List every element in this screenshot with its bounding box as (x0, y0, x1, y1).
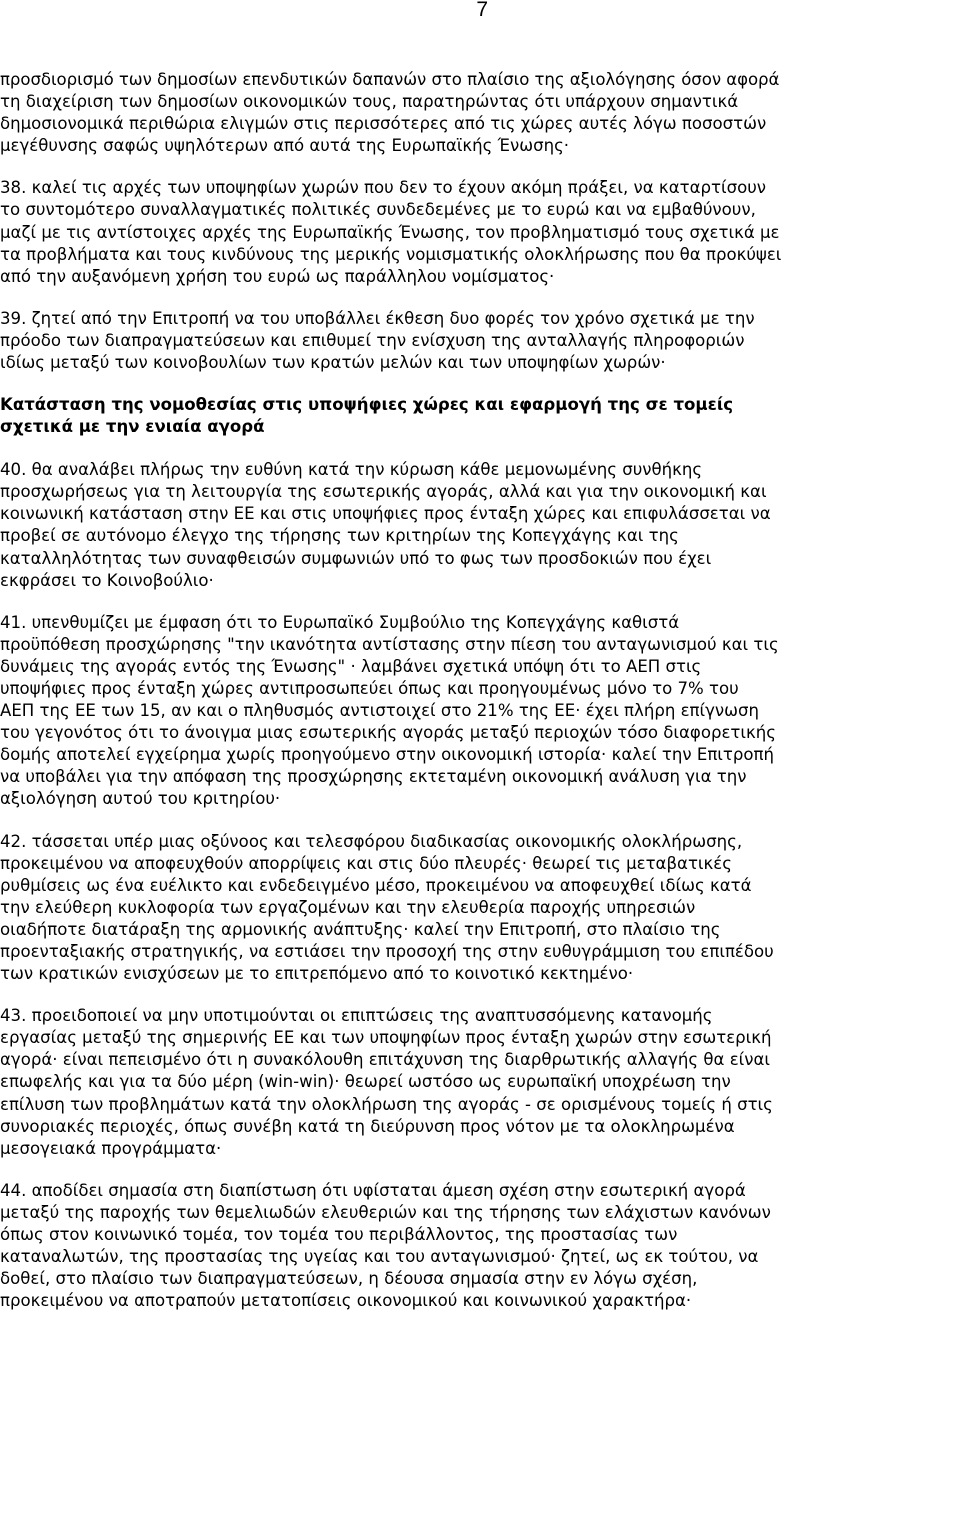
page-number: 7 (476, 0, 488, 21)
text-line: εκφράσει το Κοινοβούλιο· (0, 570, 214, 590)
text-line: δοθεί, στο πλαίσιο των διαπραγματεύσεων, η δέουσα σημασία στην εν λόγω σχέση, (0, 1269, 698, 1289)
text-line: των κρατικών ενισχύσεων με το επιτρεπόμενο από το κοινοτικό κεκτημένο· (0, 964, 634, 984)
text-line: δομής αποτελεί εγχείρημα χωρίς προηγούμενο στην οικονομική ιστορία· καλεί την Επιτροπή (0, 745, 774, 765)
text-line: επωφελής και για τα δύο μέρη (win-win)· θεωρεί ωστόσο ως ευρωπαϊκή υποχρέωση την (0, 1072, 731, 1092)
paragraph-38 (0, 177, 958, 287)
text-line: 43. προειδοποιεί να μην υποτιμούνται οι επιπτώσεις της αναπτυσσόμενης κατανομής (0, 1006, 713, 1026)
text-line: προενταξιακής στρατηγικής, να εστιάσει την προσοχή της στην ευθυγράμμιση του επιπέδου (0, 942, 774, 961)
paragraph-intro (0, 69, 958, 157)
text-line: μεταξύ της παροχής των θεμελιωδών ελευθεριών και της τήρησης των ελάχιστων κανόνων (0, 1202, 771, 1222)
document-body (0, 69, 958, 1312)
text-line: προσχωρήσεως για τη λειτουργία της εσωτερικής αγοράς, αλλά και για την οικονομική και (0, 482, 767, 502)
text-line: καταλληλότητας των συναφθεισών συμφωνιών υπό το φως των προσδοκιών που έχει (0, 548, 712, 568)
text-line: την ελεύθερη κυκλοφορία των εργαζομένων και την ελευθερία παροχής υπηρεσιών (0, 897, 696, 917)
text-line: κοινωνική κατάσταση στην ΕΕ και στις υποψήφιες προς ένταξη χώρες και επιφυλάσσεται να (0, 504, 771, 524)
paragraph-39 (0, 308, 958, 374)
text-line: προσδιορισμό των δημοσίων επενδυτικών δαπανών στο πλαίσιο της αξιολόγησης όσον αφορά (0, 70, 780, 89)
paragraph-42 (0, 831, 958, 986)
text-line: από την αυξανόμενη χρήση του ευρώ ως παράλληλου νομίσματος· (0, 266, 555, 286)
text-line: δυνάμεις της αγοράς εντός της Ένωσης" · λαμβάνει σχετικά υπόψη ότι το ΑΕΠ στις (0, 656, 702, 676)
text-line: 41. υπενθυμίζει με έμφαση ότι το Ευρωπαϊκό Συμβούλιο της Κοπεγχάγης καθιστά (0, 612, 680, 632)
text-line: μεγέθυνσης σαφώς υψηλότερων από αυτά της Ευρωπαϊκής Ένωσης· (0, 136, 570, 156)
text-line: τα προβλήματα και τους κινδύνους της μερικής νομισματικής ολοκλήρωσης που θα προκύψει (0, 244, 782, 264)
text-line: ιδίως μεταξύ των κοινοβουλίων των κρατών μελών και των υποψηφίων χωρών· (0, 353, 666, 373)
text-line: προκειμένου να αποτραπούν μετατοπίσεις οικονομικού και κοινωνικού χαρακτήρα· (0, 1291, 692, 1311)
text-line: ρυθμίσεις ως ένα ευέλικτο και ενδεδειγμένο μέσο, προκειμένου να αποφευχθεί ιδίως κατά (0, 875, 752, 895)
text-line: προϋπόθεση προσχώρησης "την ικανότητα αντίστασης στην πίεση του ανταγωνισμού και τις (0, 634, 779, 654)
text-line: μαζί με τις αντίστοιχες αρχές της Ευρωπαϊκής Ένωσης, τον προβληματισμό τους σχετικά με (0, 222, 780, 242)
text-line: το συντομότερο συναλλαγματικές πολιτικές συνδεδεμένες με το ευρώ και να εμβαθύνουν, (0, 200, 756, 220)
text-line: πρόοδο των διαπραγματεύσεων και επιθυμεί την ενίσχυση της ανταλλαγής πληροφοριών (0, 330, 745, 350)
text-line: 42. τάσσεται υπέρ μιας οξύνοος και τελεσφόρου διαδικασίας οικονομικής ολοκλήρωσης, (0, 831, 743, 851)
text-line: όπως στον κοινωνικό τομέα, τον τομέα του περιβάλλοντος, της προστασίας των (0, 1225, 678, 1245)
text-line: προβεί σε αυτόνομο έλεγχο της τήρησης των κριτηρίων της Κοπεγχάγης και της (0, 526, 679, 546)
text-line: επίλυση των προβλημάτων κατά την ολοκλήρωση της αγοράς - σε ορισμένους τομείς ή στις (0, 1094, 773, 1114)
text-line: αγορά· είναι πεπεισμένο ότι η συνακόλουθη επιτάχυνση της διαρθρωτικής αλλαγής θα είναι (0, 1050, 771, 1070)
text-line: προκειμένου να αποφευχθούν απορρίψεις και στις δύο πλευρές· θεωρεί τις μεταβατικές (0, 853, 732, 873)
text-line: να υποβάλει για την απόφαση της προσχώρησης εκτεταμένη οικονομική ανάλυση για την (0, 767, 747, 787)
section-heading (0, 394, 958, 438)
text-line: 39. ζητεί από την Επιτροπή να του υποβάλλει έκθεση δυο φορές τον χρόνο σχετικά με την (0, 308, 755, 328)
text-line: υποψήφιες προς ένταξη χώρες αντιπροσωπεύει όπως και προηγουμένως μόνο το 7% του (0, 678, 739, 698)
text-line: μεσογειακά προγράμματα· (0, 1138, 222, 1158)
paragraph-40 (0, 459, 958, 592)
text-line: του γεγονότος ότι το άνοιγμα μιας εσωτερικής αγοράς μεταξύ περιοχών τόσο διαφορετικής (0, 723, 776, 743)
text-line: τη διαχείριση των δημοσίων οικονομικών τους, παρατηρώντας ότι υπάρχουν σημαντικά (0, 92, 739, 112)
text-line: συνοριακές περιοχές, όπως συνέβη κατά τη διεύρυνση προς νότον με τα ολοκληρωμένα (0, 1116, 735, 1136)
text-line: αξιολόγηση αυτού του κριτηρίου· (0, 789, 281, 809)
text-line: 38. καλεί τις αρχές των υποψηφίων χωρών που δεν το έχουν ακόμη πράξει, να καταρτίσουν (0, 178, 767, 198)
text-line: δημοσιονομικά περιθώρια ελιγμών στις περισσότερες από τις χώρες αυτές λόγω ποσοστών (0, 114, 767, 134)
heading-line: Κατάσταση της νομοθεσίας στις υποψήφιες χώρες και εφαρμογή της σε τομείς (0, 395, 734, 415)
text-line: ΑΕΠ της ΕΕ των 15, αν και ο πληθυσμός αντιστοιχεί στο 21% της ΕΕ· έχει πλήρη επίγνωση (0, 701, 760, 721)
text-line: εργασίας μεταξύ της σημερινής ΕΕ και των υποψηφίων προς ένταξη χωρών στην εσωτερική (0, 1028, 772, 1048)
paragraph-44 (0, 1180, 958, 1313)
paragraph-41 (0, 612, 958, 811)
text-line: οιαδήποτε διατάραξη της αρμονικής ανάπτυξης· καλεί την Επιτροπή, στο πλαίσιο της (0, 919, 721, 939)
heading-line: σχετικά με την ενιαία αγορά (0, 417, 265, 437)
paragraph-43 (0, 1005, 958, 1160)
text-line: καταναλωτών, της προστασίας της υγείας και του ανταγωνισμού· ζητεί, ως εκ τούτου, να (0, 1247, 759, 1267)
text-line: 40. θα αναλάβει πλήρως την ευθύνη κατά την κύρωση κάθε μεμονωμένης συνθήκης (0, 460, 703, 480)
text-line: 44. αποδίδει σημασία στη διαπίστωση ότι υφίσταται άμεση σχέση στην εσωτερική αγορά (0, 1180, 746, 1200)
